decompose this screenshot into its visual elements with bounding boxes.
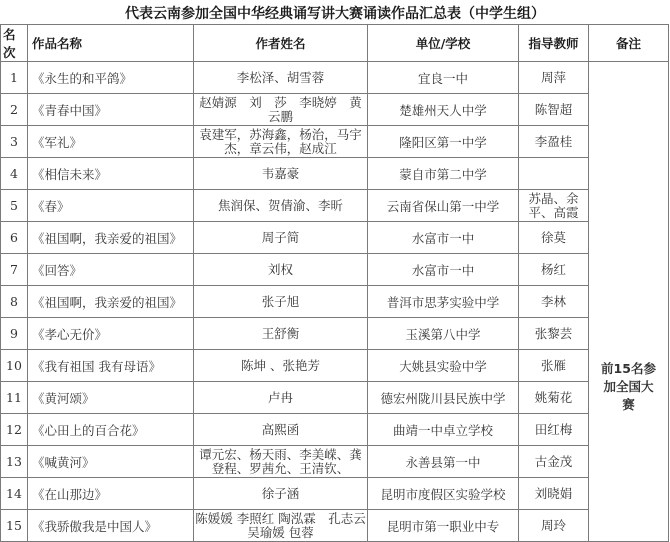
note-merged-cell	[589, 62, 669, 542]
rank-cell-text: 5	[10, 198, 18, 213]
school-cell-text: 水富市一中	[411, 230, 475, 246]
rank-cell-text: 15	[6, 518, 22, 533]
school-cell	[368, 286, 519, 318]
work-title-cell-text: 《军礼》	[32, 134, 83, 150]
work-title-cell-text: 《永生的和平鸽》	[32, 70, 133, 86]
teacher-cell-text: 李盈桂	[534, 134, 573, 149]
teacher-cell	[519, 478, 589, 510]
teacher-cell	[519, 158, 589, 190]
rank-cell	[1, 414, 28, 446]
rank-cell	[1, 62, 28, 94]
work-title-cell-text: 《在山那边》	[32, 486, 108, 502]
work-title-cell-text: 《春》	[32, 198, 70, 214]
teacher-cell	[519, 254, 589, 286]
rank-cell	[1, 94, 28, 126]
header-author: 作者姓名	[194, 25, 368, 62]
table-row	[1, 286, 669, 318]
author-cell	[194, 382, 368, 414]
work-title-cell-text: 《我骄傲我是中国人》	[32, 518, 158, 534]
rank-cell	[1, 222, 28, 254]
table-row	[1, 126, 669, 158]
work-title-cell-text: 《黄河颂》	[32, 390, 95, 406]
teacher-cell	[519, 62, 589, 94]
school-cell-text: 永善县第一中	[405, 454, 481, 470]
school-cell	[368, 510, 519, 542]
rank-cell-text: 13	[6, 454, 22, 469]
teacher-cell	[519, 382, 589, 414]
header-teacher: 指导教师	[519, 25, 589, 62]
teacher-cell-text: 张黎芸	[534, 326, 573, 341]
school-cell-text: 大姚县实验中学	[399, 358, 487, 374]
author-cell-text: 刘权	[267, 262, 293, 277]
rank-cell	[1, 190, 28, 222]
work-title-cell	[28, 190, 194, 222]
school-cell	[368, 94, 519, 126]
author-cell-text: 周子简	[261, 230, 300, 245]
teacher-cell-text: 周玲	[540, 518, 566, 533]
table-row	[1, 510, 669, 542]
note-text: 前15名参加全国大赛	[601, 360, 656, 412]
author-cell	[194, 510, 368, 542]
rank-cell-text: 8	[10, 294, 18, 309]
rank-cell	[1, 126, 28, 158]
author-cell-text: 张子旭	[261, 294, 300, 309]
teacher-cell-text: 周萍	[540, 70, 566, 85]
author-cell	[194, 62, 368, 94]
author-cell-text: 焦润保、贺倩渝、李昕	[217, 198, 343, 213]
author-cell-text: 卢冉	[267, 390, 293, 405]
work-title-cell-text: 《我有祖国 我有母语》	[32, 358, 161, 374]
works-summary-table	[0, 24, 669, 542]
teacher-cell	[519, 222, 589, 254]
header-work: 作品名称	[28, 25, 194, 62]
rank-cell-text: 7	[10, 262, 18, 277]
rank-cell-text: 6	[10, 230, 18, 245]
author-cell	[194, 350, 368, 382]
school-cell-text: 云南省保山第一中学	[386, 198, 500, 214]
table-row	[1, 94, 669, 126]
work-title-cell-text: 《孝心无价》	[32, 326, 108, 342]
author-cell-text: 谭元宏、杨天雨、李美嵘、龚登程、罗茜允、王清钦、	[199, 447, 362, 476]
school-cell	[368, 62, 519, 94]
rank-cell	[1, 286, 28, 318]
header-school: 单位/学校	[368, 25, 519, 62]
author-cell-text: 袁建军，苏海鑫，杨治，马宇杰，章云伟，赵成江	[199, 127, 362, 156]
author-cell	[194, 414, 368, 446]
author-cell	[194, 286, 368, 318]
teacher-cell	[519, 350, 589, 382]
teacher-cell	[519, 318, 589, 350]
school-cell	[368, 222, 519, 254]
work-title-cell	[28, 158, 194, 190]
school-cell	[368, 126, 519, 158]
rank-cell	[1, 254, 28, 286]
table-row	[1, 350, 669, 382]
table-row	[1, 190, 669, 222]
work-title-cell	[28, 478, 194, 510]
work-title-cell	[28, 94, 194, 126]
teacher-cell-text: 田红梅	[534, 422, 573, 437]
author-cell-text: 王舒衡	[261, 326, 300, 341]
work-title-cell	[28, 382, 194, 414]
author-cell-text: 李松泽、胡雪蓉	[236, 70, 325, 85]
school-cell-text: 蒙自市第二中学	[399, 166, 487, 182]
author-cell-text: 赵婧源 刘 莎 李晓婷 黄云鹏	[199, 95, 362, 124]
rank-cell-text: 4	[10, 166, 18, 181]
work-title-cell	[28, 286, 194, 318]
table-row	[1, 254, 669, 286]
table-row	[1, 222, 669, 254]
school-cell	[368, 318, 519, 350]
rank-cell	[1, 446, 28, 478]
school-cell-text: 普洱市思茅实验中学	[386, 294, 500, 310]
author-cell-text: 韦嘉豪	[261, 166, 300, 181]
work-title-cell	[28, 446, 194, 478]
teacher-cell	[519, 126, 589, 158]
table-row	[1, 158, 669, 190]
rank-cell-text: 1	[10, 70, 18, 85]
author-cell-text: 陈媛媛 李照红 陶泓霖 孔志云 吴瑜媛 包蓉	[195, 511, 366, 540]
table-row	[1, 414, 669, 446]
school-cell	[368, 446, 519, 478]
school-cell-text: 隆阳区第一中学	[399, 134, 487, 150]
author-cell	[194, 190, 368, 222]
rank-cell	[1, 158, 28, 190]
author-cell-text: 陈坤 、张艳芳	[241, 358, 320, 373]
teacher-cell	[519, 286, 589, 318]
rank-cell	[1, 350, 28, 382]
work-title-cell	[28, 318, 194, 350]
school-cell-text: 德宏州陇川县民族中学	[380, 390, 506, 406]
teacher-cell	[519, 94, 589, 126]
teacher-cell	[519, 190, 589, 222]
school-cell	[368, 382, 519, 414]
teacher-cell	[519, 446, 589, 478]
author-cell	[194, 318, 368, 350]
school-cell	[368, 478, 519, 510]
school-cell	[368, 158, 519, 190]
teacher-cell-text: 姚菊花	[534, 390, 573, 405]
school-cell	[368, 254, 519, 286]
work-title-cell	[28, 350, 194, 382]
teacher-cell-text: 刘晓娟	[534, 486, 573, 501]
teacher-cell	[519, 510, 589, 542]
rank-cell-text: 2	[10, 102, 18, 117]
teacher-cell-text: 陈智超	[534, 102, 573, 117]
school-cell-text: 昆明市第一职业中专	[386, 518, 500, 534]
author-cell	[194, 446, 368, 478]
rank-cell	[1, 382, 28, 414]
teacher-cell-text: 古金茂	[534, 454, 573, 469]
work-title-cell-text: 《心田上的百合花》	[32, 422, 145, 438]
work-title-cell	[28, 62, 194, 94]
table-row	[1, 478, 669, 510]
rank-cell-text: 9	[10, 326, 18, 341]
author-cell	[194, 126, 368, 158]
author-cell	[194, 222, 368, 254]
header-rank: 名次	[1, 25, 28, 62]
school-cell-text: 玉溪第八中学	[405, 326, 481, 342]
teacher-cell-text: 杨红	[540, 262, 566, 277]
table-row	[1, 382, 669, 414]
table-row	[1, 446, 669, 478]
work-title-cell-text: 《青春中国》	[32, 102, 108, 118]
work-title-cell-text: 《喊黄河》	[32, 454, 95, 470]
author-cell	[194, 478, 368, 510]
author-cell	[194, 254, 368, 286]
rank-cell-text: 3	[10, 134, 18, 149]
rank-cell-text: 14	[6, 486, 22, 501]
work-title-cell-text: 《相信未来》	[32, 166, 108, 182]
school-cell-text: 昆明市度假区实验学校	[380, 486, 506, 502]
school-cell-text: 楚雄州天人中学	[399, 102, 487, 118]
rank-cell-text: 11	[6, 390, 22, 405]
school-cell-text: 宜良一中	[417, 70, 468, 86]
teacher-cell-text: 苏晶、余平、高霞	[528, 191, 579, 220]
work-title-cell-text: 《祖国啊，我亲爱的祖国》	[32, 230, 183, 246]
author-cell	[194, 94, 368, 126]
school-cell-text: 水富市一中	[411, 262, 475, 278]
work-title-cell	[28, 254, 194, 286]
rank-cell	[1, 318, 28, 350]
work-title-cell-text: 《回答》	[32, 262, 83, 278]
work-title-cell	[28, 126, 194, 158]
rank-cell-text: 12	[6, 422, 22, 437]
table-row	[1, 62, 669, 94]
work-title-cell	[28, 222, 194, 254]
author-cell	[194, 158, 368, 190]
table-row	[1, 318, 669, 350]
header-note: 备注	[589, 25, 669, 62]
header-row	[1, 25, 669, 62]
school-cell	[368, 190, 519, 222]
work-title-cell	[28, 510, 194, 542]
rank-cell	[1, 510, 28, 542]
teacher-cell-text: 李林	[540, 294, 566, 309]
teacher-cell-text: 张雁	[540, 358, 566, 373]
school-cell	[368, 414, 519, 446]
table-title: 代表云南参加全国中华经典诵写讲大赛诵读作品汇总表（中学生组）	[125, 6, 545, 22]
school-cell-text: 曲靖一中卓立学校	[392, 422, 493, 438]
teacher-cell-text: 徐莫	[540, 230, 566, 245]
school-cell	[368, 350, 519, 382]
author-cell-text: 徐子涵	[261, 486, 300, 501]
rank-cell-text: 10	[6, 358, 22, 373]
teacher-cell	[519, 414, 589, 446]
author-cell-text: 高熙函	[261, 422, 300, 437]
work-title-cell	[28, 414, 194, 446]
work-title-cell-text: 《祖国啊，我亲爱的祖国》	[32, 294, 183, 310]
rank-cell	[1, 478, 28, 510]
